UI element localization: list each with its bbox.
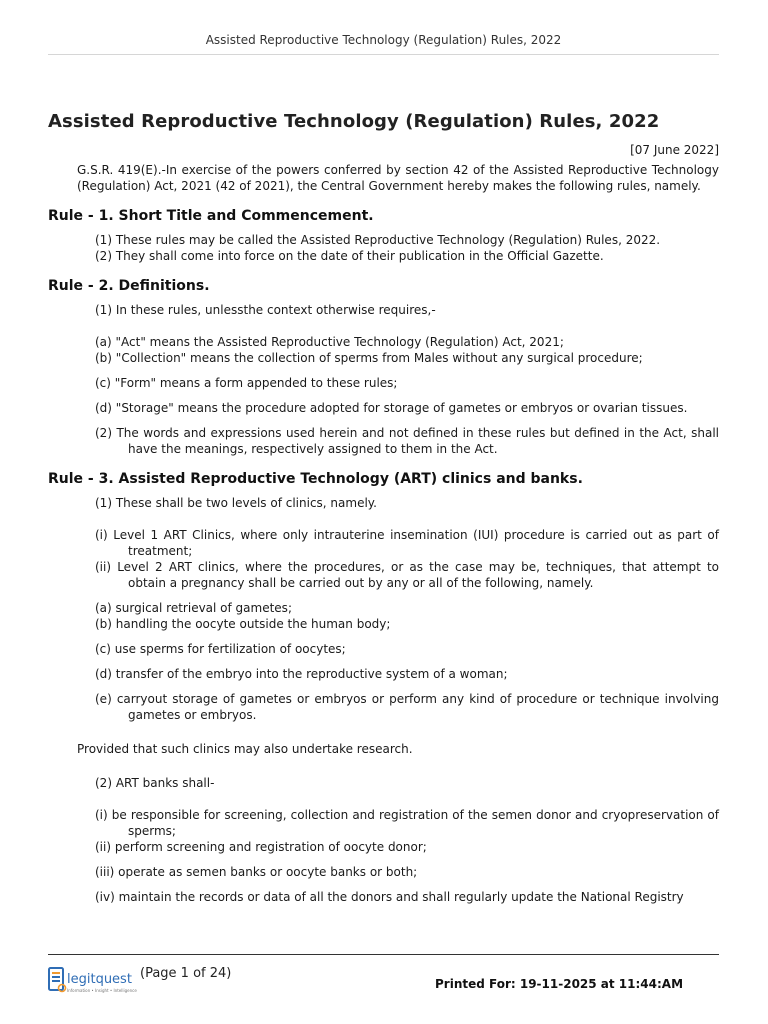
footer-divider [48,954,719,955]
procedure-item: (a) surgical retrieval of gametes; [95,601,292,615]
clinic-level-item: (ii) Level 2 ART clinics, where the procedures, or as the case may be, techniques, that attempt to obtain a pregnancy shall be carried out by any or all of the following, namely. [95,560,719,590]
document-title: Assisted Reproductive Technology (Regulation) Rules, 2022 [48,111,660,132]
running-header: Assisted Reproductive Technology (Regulation) Rules, 2022 [48,33,719,55]
rule-1-heading: Rule - 1. Short Title and Commencement. [48,208,374,224]
definition-item: (2) The words and expressions used herein and not defined in these rules but defined in the Act, shall have the meanings, respectively assigned to them in the Act. [95,426,719,456]
logo-tagline: Information • Insight • Intelligence [67,988,137,993]
page-number: (Page 1 of 24) [140,966,232,981]
rule-2-intro: (1) In these rules, unlessthe context otherwise requires,- [95,303,436,317]
rule-3-heading: Rule - 3. Assisted Reproductive Technology (ART) clinics and banks. [48,471,583,487]
proviso: Provided that such clinics may also undertake research. [77,742,413,756]
rule-2-heading: Rule - 2. Definitions. [48,278,210,294]
procedure-item: (e) carryout storage of gametes or embryos or perform any kind of procedure or technique involving gametes or embryos. [95,692,719,722]
procedure-item: (d) transfer of the embryo into the reproductive system of a woman; [95,667,508,681]
preamble: G.S.R. 419(E).-In exercise of the powers conferred by section 42 of the Assisted Reproductive Technology (Regulation) Act, 2021 (42 of 2021), the Central Government hereby makes the following rules, namely. [77,163,719,193]
document-date: [07 June 2022] [630,143,719,157]
definition-item: (c) "Form" means a form appended to these rules; [95,376,398,390]
bank-duty-item: (iii) operate as semen banks or oocyte banks or both; [95,865,418,879]
definition-item: (a) "Act" means the Assisted Reproductive Technology (Regulation) Act, 2021; [95,335,564,349]
procedure-item: (b) handling the oocyte outside the human body; [95,617,391,631]
bank-duty-item: (iv) maintain the records or data of all the donors and shall regularly update the National Registry [95,890,684,904]
definition-item: (d) "Storage" means the procedure adopted for storage of gametes or embryos or ovarian tissues. [95,401,688,415]
rule-1-item: (1) These rules may be called the Assisted Reproductive Technology (Regulation) Rules, 2022. [95,233,661,247]
definition-item: (b) "Collection" means the collection of sperms from Males without any surgical procedure; [95,351,643,365]
rule-1-item: (2) They shall come into force on the date of their publication in the Official Gazette. [95,249,604,263]
procedure-item: (c) use sperms for fertilization of oocytes; [95,642,346,656]
printed-for-timestamp: Printed For: 19-11-2025 at 11:44:AM [435,977,684,991]
bank-duty-item: (i) be responsible for screening, collection and registration of the semen donor and cryopreservation of sperms; [95,808,719,838]
logo-wordmark: legitquest [67,972,132,987]
banks-intro: (2) ART banks shall- [95,776,215,790]
clinic-level-item: (i) Level 1 ART Clinics, where only intrauterine insemination (IUI) procedure is carried out as part of treatment; [95,528,719,558]
rule-3-intro: (1) These shall be two levels of clinics, namely. [95,496,377,510]
legitquest-logo [48,964,138,996]
bank-duty-item: (ii) perform screening and registration of oocyte donor; [95,840,427,854]
document-body [48,111,719,905]
